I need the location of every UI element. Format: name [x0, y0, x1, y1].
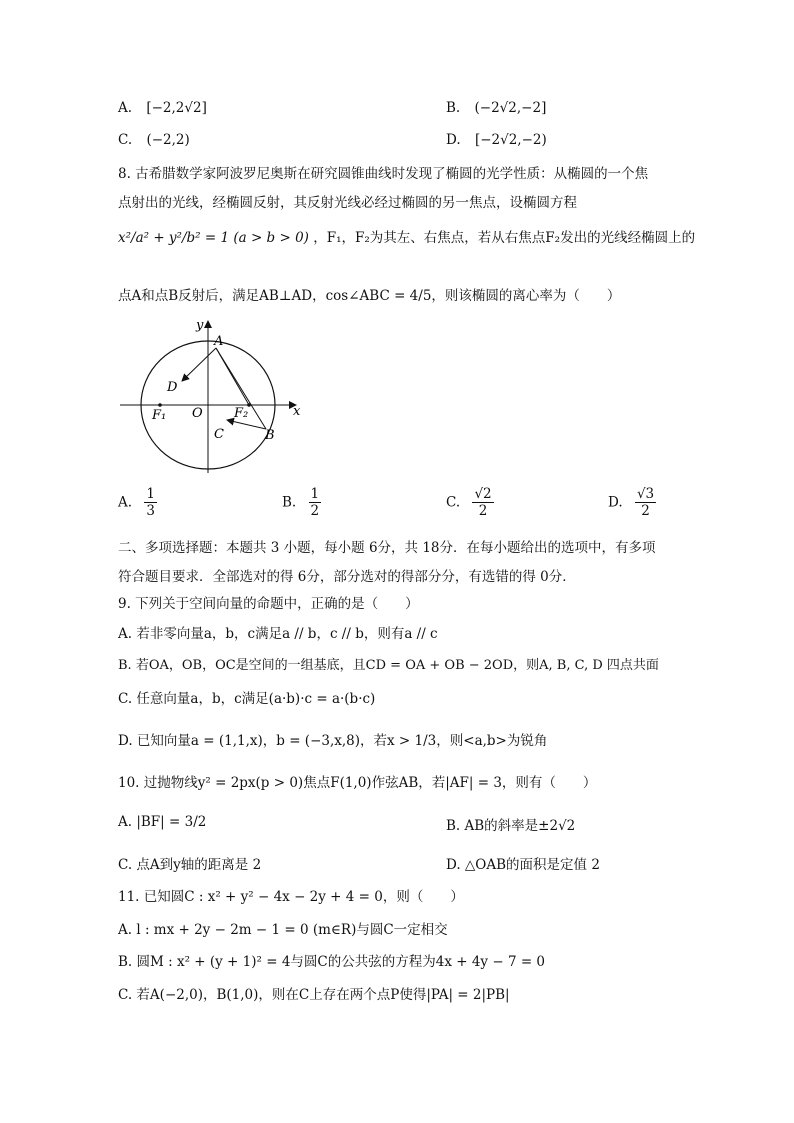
option-label: D. — [608, 494, 623, 511]
option-text: (−2√2,−2] — [474, 100, 547, 116]
label-y: y — [196, 318, 204, 333]
label-c: C — [214, 427, 224, 442]
ray-b-c — [227, 420, 266, 429]
q7-option-b — [446, 100, 546, 116]
q8-stem-line2: 点射出的光线，经椭圆反射，其反射光线必经过椭圆的另一焦点，设椭圆方程 — [118, 195, 577, 211]
fraction — [144, 486, 157, 519]
fraction — [635, 486, 656, 519]
option-label: A. — [118, 494, 133, 511]
q10-stem: 10. 过抛物线y² = 2px(p > 0)焦点F(1,0)作弦AB，若|AF| = 3，则有（ ） — [118, 775, 597, 791]
focus-f1-dot — [158, 403, 162, 407]
q9-stem: 9. 下列关于空间向量的命题中，正确的是（ ） — [118, 596, 419, 612]
option-text: (−2,2) — [146, 132, 190, 148]
q10-option-c: C. 点A到y轴的距离是 2 — [118, 857, 262, 873]
q8-option-c — [446, 486, 496, 519]
q11-option-b: B. 圆M : x² + (y + 1)² = 4与圆C的公共弦的方程为4x + 4y − 7 = 0 — [118, 954, 546, 970]
q9-option-d: D. 已知向量a = (1,1,x)，b = (−3,x,8)，若x > 1/3，则<a,b>为锐角 — [118, 733, 548, 749]
q8-stem-line3 — [118, 226, 695, 246]
denominator: 2 — [478, 503, 488, 519]
numerator: 1 — [310, 486, 320, 502]
option-text: [−2√2,−2) — [474, 132, 547, 148]
q8-option-b — [282, 486, 323, 519]
q9-option-c: C. 任意向量a，b，c满足(a·b)·c = a·(b·c) — [118, 691, 376, 707]
option-text: [−2,2√2] — [146, 100, 207, 116]
option-label: B. — [282, 494, 297, 511]
option-label: D. — [446, 132, 461, 148]
q11-option-c: C. 若A(−2,0)，B(1,0)，则在C上存在两个点P使得|PA| = 2|PB| — [118, 987, 510, 1003]
ray-a-d — [182, 348, 216, 381]
label-x: x — [293, 404, 301, 419]
q11-stem: 11. 已知圆C : x² + y² − 4x − 2y + 4 = 0，则（ ） — [118, 889, 464, 905]
q10-option-b: B. AB的斜率是±2√2 — [446, 818, 576, 834]
label-a: A — [214, 334, 224, 349]
label-f1: F₁ — [152, 408, 167, 423]
q10-option-d: D. △OAB的面积是定值 2 — [446, 857, 600, 873]
numerator: √3 — [636, 486, 655, 502]
q7-option-d — [446, 132, 547, 148]
section2-instructions-line1: 二、多项选择题：本题共 3 小题，每小题 6分，共 18分．在每小题给出的选项中，有多项 — [118, 540, 656, 556]
fraction — [309, 486, 322, 519]
q9-option-b: B. 若OA，OB，OC是空间的一组基底，且CD = OA + OB − 2OD，则A, B, C, D 四点共面 — [118, 658, 659, 673]
q8-option-d — [608, 486, 658, 519]
label-b: B — [265, 428, 275, 443]
q10-option-a: A. |BF| = 3/2 — [118, 814, 207, 830]
ellipse-equation: x²/a² + y²/b² = 1 (a > b > 0) — [118, 230, 309, 246]
denominator: 3 — [146, 503, 155, 519]
label-d: D — [167, 380, 178, 395]
option-label: A. — [118, 100, 133, 116]
q9-option-a: A. 若非零向量a，b，c满足a // b，c // b，则有a // c — [118, 626, 438, 642]
ellipse-figure — [116, 315, 312, 475]
numerator: √2 — [474, 486, 492, 502]
q7-option-c — [118, 132, 190, 148]
denominator: 2 — [310, 503, 320, 519]
q8-stem-line4: 点A和点B反射后，满足AB⊥AD，cos∠ABC = 4/5，则该椭圆的离心率为（ ） — [118, 288, 621, 304]
q8-option-a — [118, 486, 159, 519]
q8-stem-line3-tail: ，F₁，F₂为其左、右焦点，若从右焦点F₂发出的光线经椭圆上的 — [313, 230, 696, 246]
section2-instructions-line2: 符合题目要求．全部选对的得 6分，部分选对的得部分分，有选错的得 0分． — [118, 569, 576, 585]
q8-stem-line1: 8. 古希腊数学家阿波罗尼奥斯在研究圆锥曲线时发现了椭圆的光学性质：从椭圆的一个焦 — [118, 166, 649, 182]
q11-option-a: A. l : mx + 2y − 2m − 1 = 0 (m∈R)与圆C一定相交 — [118, 922, 448, 938]
option-label: C. — [118, 132, 133, 148]
label-f2: F₂ — [234, 406, 249, 421]
option-label: B. — [446, 100, 461, 116]
q7-option-a — [118, 100, 207, 116]
denominator: 2 — [641, 503, 650, 519]
numerator: 1 — [146, 486, 155, 502]
label-o: O — [192, 406, 203, 421]
fraction — [472, 486, 493, 519]
option-label: C. — [446, 494, 461, 511]
